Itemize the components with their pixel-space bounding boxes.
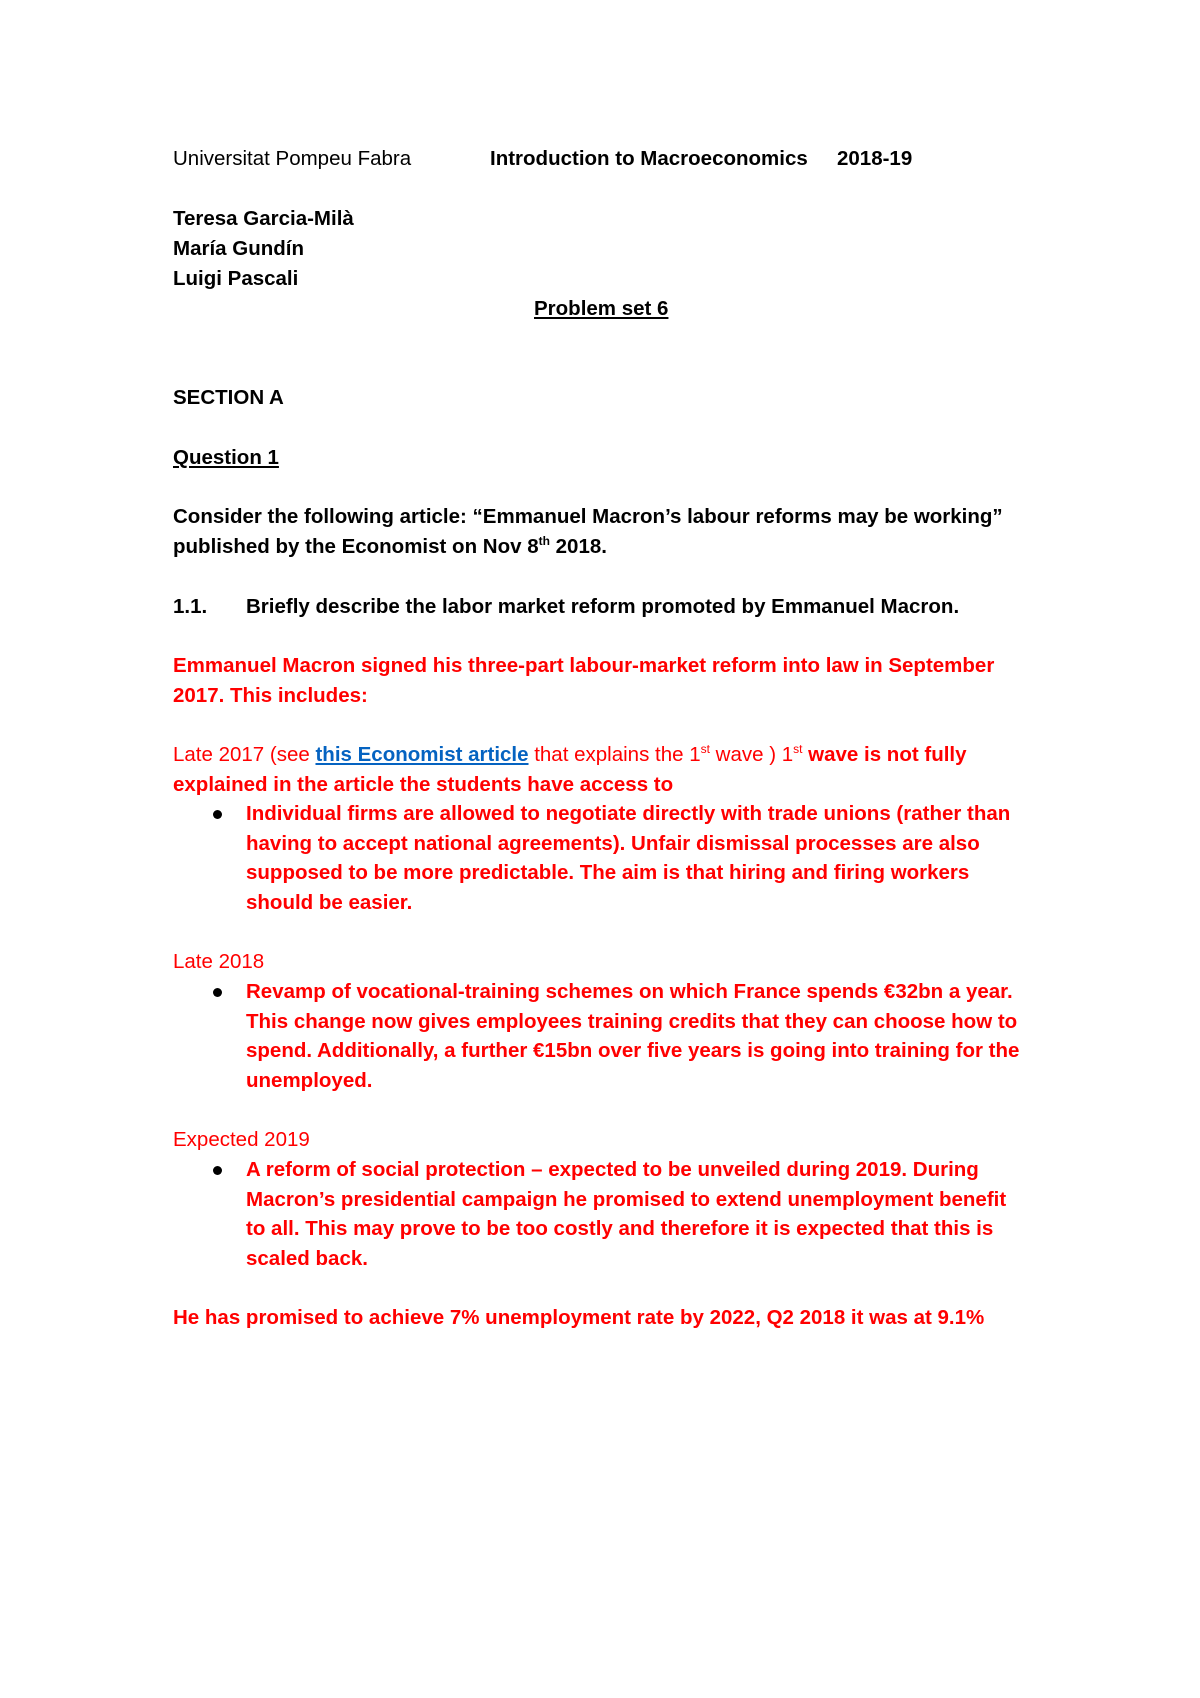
question-label: Question 1 [173, 446, 279, 469]
question-number: 1.1. [173, 595, 208, 618]
bullet-2017-line-4: should be easier. [246, 891, 413, 914]
intro-line-2: published by the Economist on Nov 8th 2018. [173, 534, 607, 558]
economist-article-link[interactable]: this Economist article [315, 743, 529, 766]
bullet-icon [213, 988, 222, 997]
course-year: 2018-19 [837, 147, 913, 170]
bullet-2019-line-1: A reform of social protection – expected to be unveiled during 2019. During [246, 1158, 979, 1181]
late-2017-heading: Late 2017 (see this Economist article that explains the 1st wave ) 1st wave is not fully [173, 742, 967, 766]
course-title: Introduction to Macroeconomics [490, 147, 808, 170]
expected-2019-heading: Expected 2019 [173, 1128, 310, 1151]
closing-statement: He has promised to achieve 7% unemployment rate by 2022, Q2 2018 it was at 9.1% [173, 1306, 985, 1329]
bullet-2017-line-2: having to accept national agreements). Unfair dismissal processes are also [246, 832, 980, 855]
bullet-icon [213, 810, 222, 819]
bullet-2019-line-3: to all. This may prove to be too costly and therefore it is expected that this is [246, 1217, 994, 1240]
late-2017-note: explained in the article the students have access to [173, 773, 674, 796]
bullet-2017-line-3: supposed to be more predictable. The aim is that hiring and firing workers [246, 861, 970, 884]
late-2018-heading: Late 2018 [173, 950, 265, 973]
page-title: Problem set 6 [534, 297, 669, 320]
bullet-2018-line-1: Revamp of vocational-training schemes on which France spends €32bn a year. [246, 980, 1013, 1003]
intro-line-1: Consider the following article: “Emmanuel Macron’s labour reforms may be working” [173, 505, 1003, 528]
bullet-2018-line-3: spend. Additionally, a further €15bn over five years is going into training for the [246, 1039, 1020, 1062]
section-heading: SECTION A [173, 386, 284, 409]
bullet-icon [213, 1166, 222, 1175]
author-3: Luigi Pascali [173, 267, 299, 290]
bullet-2018-line-4: unemployed. [246, 1069, 373, 1092]
question-text: Briefly describe the labor market reform promoted by Emmanuel Macron. [246, 595, 960, 618]
author-1: Teresa Garcia-Milà [173, 207, 354, 230]
answer-intro-line-1: Emmanuel Macron signed his three-part labour-market reform into law in September [173, 654, 995, 677]
bullet-2018-line-2: This change now gives employees training credits that they can choose how to [246, 1010, 1018, 1033]
bullet-2017-line-1: Individual firms are allowed to negotiate directly with trade unions (rather than [246, 802, 1011, 825]
answer-intro-line-2: 2017. This includes: [173, 684, 368, 707]
bullet-2019-line-2: Macron’s presidential campaign he promised to extend unemployment benefit [246, 1188, 1007, 1211]
bullet-2019-line-4: scaled back. [246, 1247, 368, 1270]
author-2: María Gundín [173, 237, 304, 260]
university-name: Universitat Pompeu Fabra [173, 147, 412, 170]
